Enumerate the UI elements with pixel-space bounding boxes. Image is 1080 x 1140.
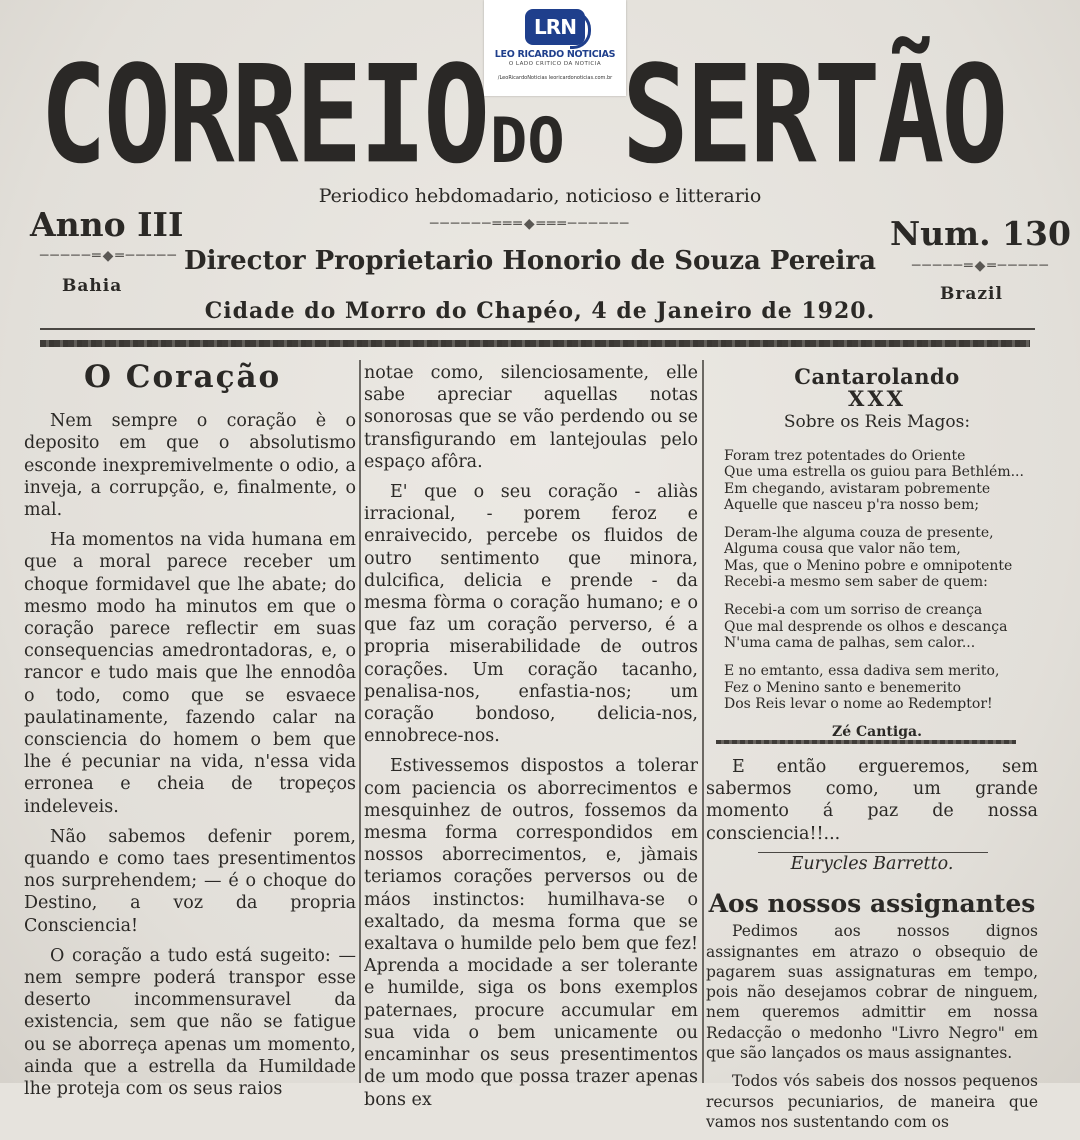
article-paragraph: Todos vós sabeis dos nossos pequenos recursos pecuniarios, de maneira que vamos nos sustentando com os (706, 1072, 1038, 1131)
article-paragraph: Estivessemos dispostos a tolerar com paciencia os aborrecimentos e mesquinhez de outros, fossemos da mesma forma correspondidos em nossos aborrecimentos, e, jàmais teriamos corações perversos ou de máos instinctos: humilhava-se o exaltado, da mesma forma que se exaltava o humilde pelo bem que fez! Aprenda a mocidade a ser tolerante e humilde, siga os bons exemplos paternaes, procure accumular em sua vida o bem unicamente ou encaminhar os seus presentimentos de um modo que possa trazer apenas bons ex (364, 756, 698, 1110)
header-rule (40, 328, 1035, 330)
poem-line: Fez o Menino santo e benemerito (724, 679, 962, 696)
director-line: Director Proprietario Honorio de Souza Pereira (184, 246, 876, 276)
article-paragraph: O coração a tudo está sugeito: — nem sempre poderá transpor esse deserto incommensuravel da existencia, sem que não se fatigue ou se aborreça apenas um momento, ainda que a estrella da Humildade lhe proteja com os seus raios (24, 945, 356, 1100)
author-rule (758, 852, 988, 853)
poem-line: Recebi-a mesmo sem saber de quem: (724, 574, 988, 591)
article-paragraph: Nem sempre o coração è o deposito em que o absolutismo esconde inexpremivelmente o odio, a inveja, a corrupção, e, finalmente, o mal. (24, 411, 356, 521)
poem-line: Foram trez potentades do Oriente (724, 448, 966, 464)
column-divider (702, 360, 704, 1083)
flourish-ornament: ─────═◆═───── (912, 258, 1050, 274)
article-author: Eurycles Barretto. (790, 853, 954, 874)
poem-marker: XXX (848, 386, 906, 411)
poem-stanza (718, 663, 1036, 712)
poem-stanza (718, 448, 1036, 513)
column-divider (359, 360, 361, 1083)
poem-line: Recebi-a com um sorriso de creança (724, 602, 983, 619)
poem-stanza (718, 525, 1036, 590)
article-o-coracao-continued (364, 362, 698, 1119)
location-country: Brazil (940, 284, 1003, 304)
poem-line: Em chegando, avistaram pobremente (724, 480, 991, 497)
flourish-ornament: ──────═══◆═══────── (430, 216, 631, 232)
poem-title: Cantarolando (794, 364, 960, 389)
article-paragraph: E' que o seu coração - aliàs irracional, - porem feroz e enraivecido, percebe os fluidos de outro sentimento que minora, dulcifica, delicia e prende - da mesma fòrma o coração humano; e o que faz um coração perverso, é a propria miserabilidade de outros corações. Um coração tacanho, penalisa-nos, enfastia-nos; um coração bondoso, delicia-nos, ennobrece-nos. (364, 482, 698, 747)
article-paragraph: E então ergueremos, sem sabermos como, um grande momento á paz de nossa consciencia!!... (706, 757, 1038, 844)
masthead-word-sertao-wrap (622, 37, 1080, 198)
dateline: Cidade do Morro do Chapéo, 4 de Janeiro de 1920. (204, 298, 876, 324)
poem-line: Aquelle que nasceu p'ra nosso bem; (724, 496, 980, 513)
poem-line: Que uma estrella os guiou para Bethlém... (724, 464, 1024, 481)
poem-subtitle: Sobre os Reis Magos: (783, 412, 971, 432)
poem-line: Dos Reis levar o nome ao Redemptor! (724, 695, 993, 712)
article-paragraph: notae como, silenciosamente, elle sabe apreciar aquellas notas sonorosas que se vão perdendo ou se transfigurando em lantejoulas pelo espaço afôra. (364, 363, 698, 472)
masthead-word-correio: CORREIO (40, 37, 488, 194)
edition-year: Anno III (30, 205, 184, 244)
poem-signature: Zé Cantiga. (832, 724, 922, 741)
article-title: Aos nossos assignantes (708, 889, 1036, 919)
article-paragraph: Ha momentos na vida humana em que a moral parece receber um choque formidavel que lhe abate; do mesmo modo ha minutos em que o coração parece reflectir em suas consequencias amedrontadoras, e, o rancor e tudo mais que lhe ennodôa o todo, como que se esvaece paulatinamente, fazendo calar na consciencia do homem o bem que lhe é pecuniar na vida, n'essa vida erronea e cheia de tropeços indeleveis. (24, 530, 356, 817)
logo-name: LEO RICARDO NOTICIAS (494, 49, 616, 60)
article-o-coracao (24, 360, 356, 1108)
masthead-word-sertao: SERTÃO (622, 37, 1006, 194)
flourish-ornament: ─────═◆═───── (40, 248, 178, 264)
logo-social-links: /LeoRicardoNoticias leoricardonoticias.com.br (497, 75, 613, 81)
edition-number: Num. 130 (890, 214, 1071, 253)
poem-line: E no emtanto, essa dadiva sem merito, (724, 663, 1000, 680)
poem-line: Deram-lhe alguma couza de presente, (724, 525, 994, 542)
article-title: O Coração (84, 359, 282, 395)
logo-tagline: O LADO CRITICO DA NOTICIA (508, 61, 602, 67)
poem-rule (716, 740, 1016, 744)
poem-stanza (718, 602, 1036, 651)
article-paragraph: Não sabemos defenir porem, quando e como taes presentimentos nos surprehendem; — é o choque do Destino, a voz da propria Consciencia! (24, 826, 356, 936)
poem-line: Que mal desprende os olhos e descança (724, 618, 1008, 635)
location-state: Bahia (62, 276, 123, 296)
logo-mark: LRN (525, 9, 585, 45)
masthead-word-do: DO (490, 104, 565, 177)
poem-line: N'uma cama de palhas, sem calor... (724, 634, 976, 651)
article-paragraph: Pedimos aos nossos dignos assignantes em atrazo o obsequio de pagarem suas assignaturas em tempo, pois não desejamos cobrar de ninguem, nem queremos admittir em nossa Redacção o medonho "Livro Negro" em que são lançados os maus assignantes. (706, 922, 1038, 1062)
masthead-subtitle: Periodico hebdomadario, noticioso e litterario (318, 185, 762, 207)
poem-line: Mas, que o Menino pobre e omnipotente (724, 557, 1013, 574)
poem-cantarolando (718, 364, 1036, 740)
article-column-right (706, 756, 1038, 1140)
poem-line: Alguma cousa que valor não tem, (724, 541, 961, 558)
header-rule-heavy (40, 340, 1030, 347)
